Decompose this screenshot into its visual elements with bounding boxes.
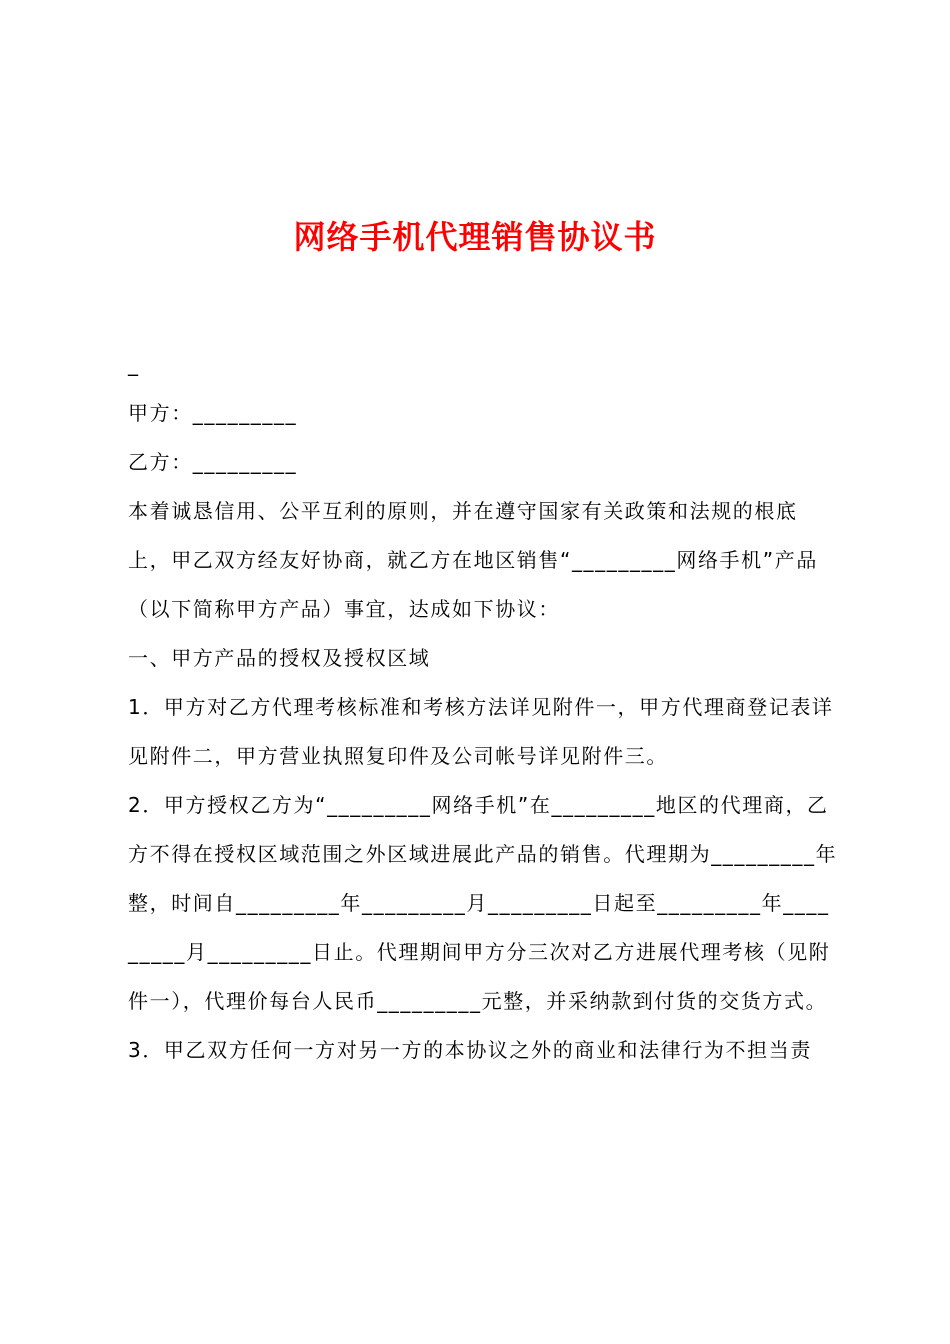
document-title: 网络手机代理销售协议书 — [293, 218, 657, 256]
clause-3: 3．甲乙双方任何一方对另一方的本协议之外的商业和法律行为不担当责 — [128, 1038, 812, 1062]
clause-2: 2．甲方授权乙方为“_________网络手机”在_________地区的代理商，乙方不得在授权区域范围之外区域进展此产品的销售。代理期为_________年整，时间自_________年_________月_________日起至_________年_________月_________日止。代理期间甲方分三次对乙方进展代理考核（见附件一），代理价每台人民币_________元整，并采纳款到付货的交货方式。 — [128, 793, 838, 1013]
clause-1: 1．甲方对乙方代理考核标准和考核方法详见附件一，甲方代理商登记表详见附件二，甲方营业执照复印件及公司帐号详见附件三。 — [128, 695, 834, 768]
blank-marker: _ — [128, 352, 140, 376]
party-a-line: 甲方：_________ — [128, 401, 298, 425]
preamble-paragraph: 本着诚恳信用、公平互利的原则，并在遵守国家有关政策和法规的根底上，甲乙双方经友好协商，就乙方在地区销售“_________网络手机”产品（以下简称甲方产品）事宜，达成如下协议： — [128, 499, 818, 621]
section-heading-1: 一、甲方产品的授权及授权区域 — [128, 646, 431, 670]
party-b-line: 乙方：_________ — [128, 450, 298, 474]
document-body — [128, 340, 840, 1075]
